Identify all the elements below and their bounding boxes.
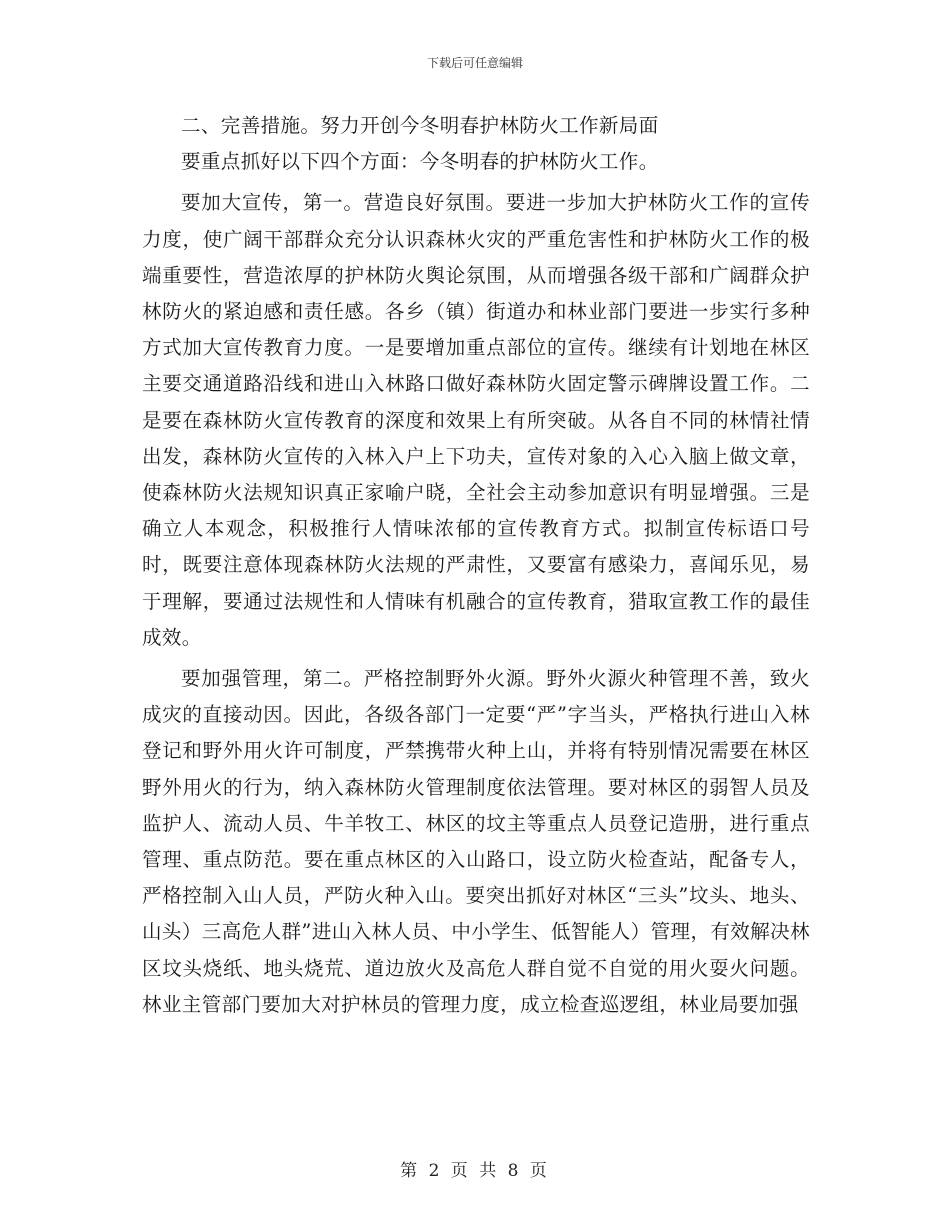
intro-paragraph: 要重点抓好以下四个方面：今冬明春的护林防火工作。 bbox=[181, 150, 659, 174]
page-footer: 第 2 页 共 8 页 bbox=[400, 1161, 550, 1181]
paragraph-publicity: 要加大宣传，第一。营造良好氛围。要进一步加大护林防火工作的宣传力度，使广阔干部群众充分认识森林火灾的严重危害性和护林防火工作的极端重要性，营造浓厚的护林防火舆论氛围，从而增强各级干部和广阔群众护林防火的紧迫感和责任感。各乡（镇）街道办和林业部门要进一步实行多种方式加大宣传教育力度。一是要增加重点部位的宣传。继续有计划地在林区主要交通道路沿线和进山入林路口做好森林防火固定警示碑牌设置工作。二是要在森林防火宣传教育的深度和效果上有所突破。从各自不同的林情社情出发，森林防火宣传的入林入户上下功夫，宣传对象的入心入脑上做文章，使森林防火法规知识真正家喻户晓，全社会主动参加意识有明显增强。三是确立人本观念，积极推行人情味浓郁的宣传教育方式。拟制宣传标语口号时，既要注意体现森林防火法规的严肃性，又要富有感染力，喜闻乐见，易于理解，要通过法规性和人情味有机融合的宣传教育，猎取宣教工作的最佳成效。 bbox=[142, 191, 810, 649]
page-header: 下载后可任意编辑 bbox=[426, 56, 523, 70]
paragraph-management: 要加强管理，第二。严格控制野外火源。野外火源火种管理不善，致火成灾的直接动因。因此，各级各部门一定要“严”字当头，严格执行进山入林登记和野外用火许可制度，严禁携带火种上山，并将有特别情况需要在林区野外用火的行为，纳入森林防火管理制度依法管理。要对林区的弱智人员及监护人、流动人员、牛羊牧工、林区的坟主等重点人员登记造册，进行重点管理、重点防范。要在重点林区的入山路口，设立防火检查站，配备专人，严格控制入山人员，严防火种入山。要突出抓好对林区“三头”坟头、地头、山头）三高危人群”进山入林人员、中小学生、低智能人）管理，有效解决林区坟头烧纸、地头烧荒、道边放火及高危人群自觉不自觉的用火耍火问题。林业主管部门要加大对护林员的管理力度，成立检查巡逻组，林业局要加强 bbox=[142, 667, 810, 1016]
document-body bbox=[142, 108, 810, 1023]
section-heading: 二、完善措施。努力开创今冬明春护林防火工作新局面 bbox=[181, 114, 659, 137]
